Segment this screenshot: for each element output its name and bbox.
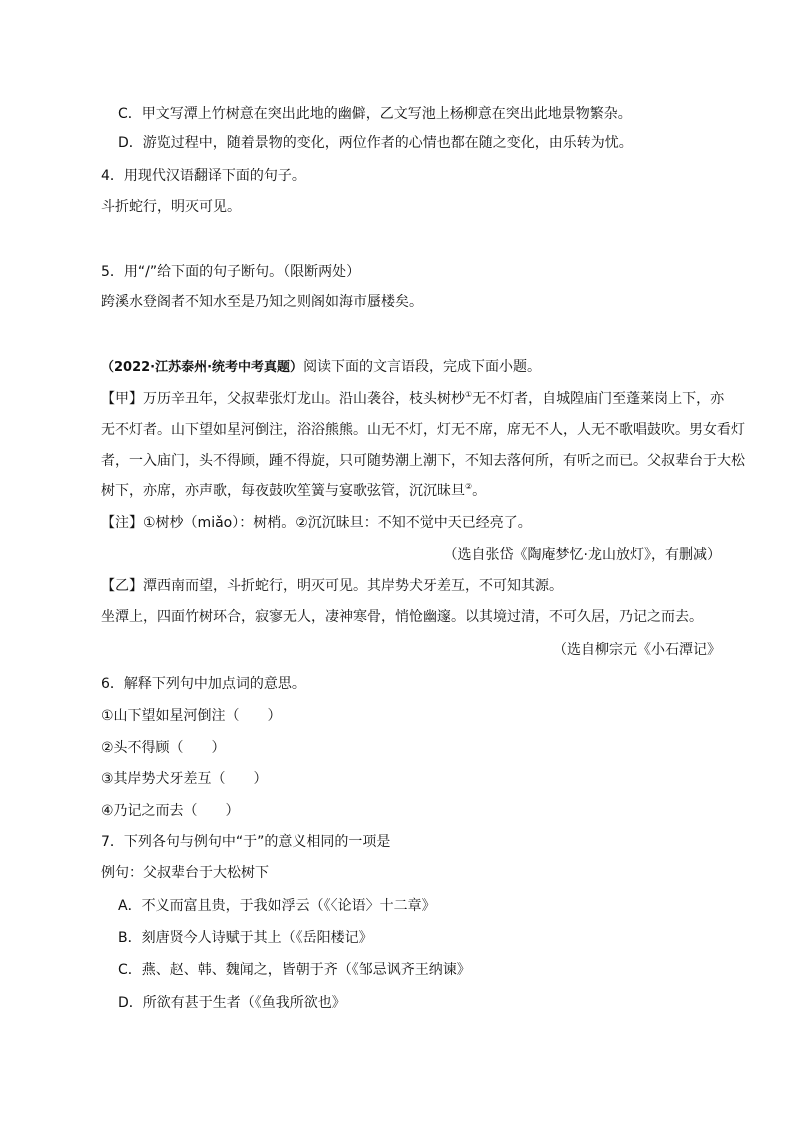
q6-prompt: 6．解释下列句中加点词的意思。	[101, 676, 306, 692]
note-mark-2: ②	[465, 482, 473, 491]
q3-option-d: D．游览过程中，随着景物的变化，两位作者的心情也都在随之变化，由乐转为忧。	[118, 135, 633, 151]
jia-line-4-text-b: 。	[472, 483, 487, 499]
jia-line-1-text-a: 【甲】万历辛丑年，父叔辈张灯龙山。沿山袭谷，枝头树杪	[101, 391, 465, 407]
q7-option: A．不义而富且贵，于我如浮云（《〈论语〉十二章》	[118, 898, 436, 914]
passage-source-tag: （2022·江苏泰州·统考中考真题）	[101, 360, 304, 375]
passage-notes: 【注】①树杪（miǎo）：树梢。②沉沉昧旦：不知不觉中天已经亮了。	[101, 515, 532, 531]
q6-item: ④乃记之而去（ ）	[101, 803, 240, 819]
q7-option: C．燕、赵、韩、魏闻之，皆朝于齐（《邹忌讽齐王纳谏》	[118, 962, 471, 978]
passage-jia-line-3: 者，一入庙门，头不得顾，踵不得旋，只可随势潮上潮下，不知去落何所，有听之而已。父叔辈台于大松	[101, 453, 745, 469]
passage-jia-line-4	[101, 481, 486, 501]
passage-header	[101, 357, 541, 378]
passage-yi-line-2: 坐潭上，四面竹树环合，寂寥无人，凄神寒骨，悄怆幽邃。以其境过清，不可久居，乃记之而去。	[101, 609, 703, 625]
q7-option: D．所欲有甚于生者（《鱼我所欲也》	[118, 995, 346, 1011]
passage-jia-line-1	[101, 389, 725, 409]
passage-yi-source: （选自柳宗元《小石潭记》	[553, 642, 721, 658]
q5-sentence: 跨溪水登阁者不知水至是乃知之则阁如海市蜃楼矣。	[101, 294, 423, 310]
jia-line-4-text-a: 树下，亦席，亦声歌，每夜鼓吹笙簧与宴歌弦管，沉沉昧旦	[101, 483, 465, 499]
passage-intro: 阅读下面的文言语段，完成下面小题。	[303, 359, 542, 375]
passage-jia-line-2: 无不灯者。山下望如星河倒注，浴浴熊熊。山无不灯，灯无不席，席无不人，人无不歌唱鼓吹。男女看灯	[101, 422, 745, 438]
q7-example: 例句：父叔辈台于大松树下	[101, 865, 269, 881]
q6-item: ①山下望如星河倒注（ ）	[101, 708, 282, 724]
q6-item: ③其岸势犬牙差互（ ）	[101, 771, 268, 787]
q7-prompt: 7．下列各句与例句中“于”的意义相同的一项是	[101, 834, 391, 850]
q5-prompt: 5．用“/”给下面的句子断句。（限断两处）	[101, 264, 361, 280]
jia-line-1-text-b: 无不灯者，自城隍庙门至蓬莱岗上下，亦	[472, 391, 725, 407]
q3-option-c: C．甲文写潭上竹树意在突出此地的幽僻，乙文写池上杨柳意在突出此地景物繁杂。	[118, 106, 632, 122]
q4-sentence: 斗折蛇行，明灭可见。	[101, 199, 241, 215]
q7-option: B．刻唐贤今人诗赋于其上（《岳阳楼记》	[118, 930, 373, 946]
q4-prompt: 4．用现代汉语翻译下面的句子。	[101, 168, 306, 184]
note-mark-1: ①	[465, 390, 473, 399]
q6-item: ②头不得顾（ ）	[101, 740, 226, 756]
passage-jia-source: （选自张岱《陶庵梦忆·龙山放灯》，有删减）	[443, 547, 721, 563]
passage-yi-line-1: 【乙】潭西南而望，斗折蛇行，明灭可见。其岸势犬牙差互，不可知其源。	[101, 578, 563, 594]
